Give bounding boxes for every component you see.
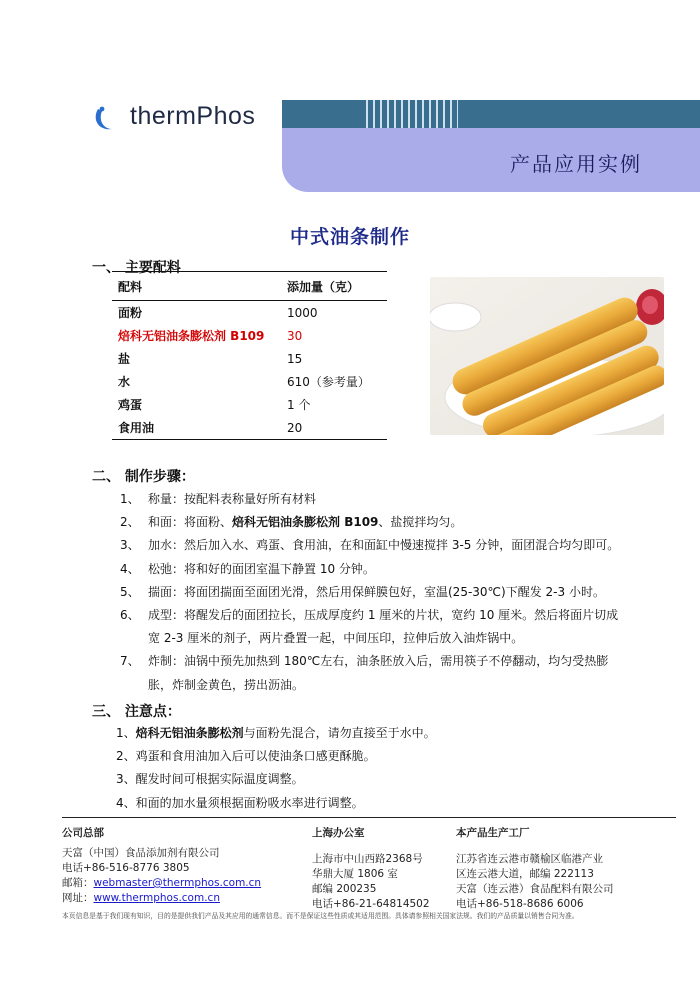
step-continuation: 胀，炸制金黄色，捞出沥油。 bbox=[148, 677, 305, 692]
brand-logo bbox=[92, 96, 255, 136]
shanghai-heading: 上海办公室 bbox=[312, 827, 365, 839]
hq-web-link[interactable]: www.thermphos.com.cn bbox=[93, 892, 220, 904]
notes-list bbox=[116, 722, 656, 815]
step-number: 4、 bbox=[120, 561, 140, 576]
note-text: 和面的加水量须根据面粉吸水率进行调整。 bbox=[135, 795, 364, 810]
hq-email-link[interactable]: webmaster@thermphos.com.cn bbox=[93, 877, 262, 889]
step-number: 2、 bbox=[120, 515, 140, 530]
note-product: 焙科无铝油条膨松剂 bbox=[135, 726, 244, 740]
note-text: 醒发时间可根据实际温度调整。 bbox=[135, 772, 304, 787]
note-number: 1、 bbox=[116, 726, 136, 740]
ingredient-amount: 1000 bbox=[287, 305, 318, 320]
brand-name: thermPhos bbox=[130, 101, 256, 130]
step-text bbox=[148, 511, 462, 534]
footer-shanghai bbox=[312, 826, 452, 912]
step-number: 5、 bbox=[120, 584, 140, 599]
ingredient-amount: 20 bbox=[287, 420, 303, 435]
step-number: 1、 bbox=[120, 492, 140, 506]
list-item bbox=[120, 534, 660, 557]
table-header-ingredient: 配料 bbox=[112, 272, 281, 301]
note-number: 4、 bbox=[116, 795, 136, 810]
step-text-pre: 和面：将面粉、 bbox=[148, 515, 233, 530]
table-row-highlight bbox=[112, 324, 387, 347]
list-item bbox=[120, 511, 660, 534]
list-item bbox=[116, 768, 656, 791]
factory-address: 江苏省连云港市赣榆区临港产业 bbox=[456, 853, 603, 865]
hq-email-label: 邮箱： bbox=[62, 877, 94, 889]
note-number: 2、 bbox=[116, 749, 136, 764]
header-band-top bbox=[282, 100, 700, 128]
shanghai-building: 华鼎大厦 1806 室 bbox=[312, 868, 398, 880]
hq-phone: 电话+86-516-8776 3805 bbox=[62, 862, 190, 874]
step-text: 揣面：将面团揣面至面团光滑，然后用保鲜膜包好，室温(25-30℃)下醒发 2-3 小时。 bbox=[148, 584, 605, 599]
step-text: 松弛：将和好的面团室温下静置 10 分钟。 bbox=[148, 561, 375, 576]
step-text-post: 、盐搅拌均匀。 bbox=[378, 515, 463, 530]
step-number: 3、 bbox=[120, 538, 140, 553]
step-text: 炸制：油锅中预先加热到 180℃左右，油条胚放入后，需用筷子不停翻动，均匀受热膨 bbox=[148, 654, 609, 669]
section-notes-heading: 三、 注意点： bbox=[92, 704, 181, 720]
youtiao-illustration bbox=[430, 277, 664, 435]
shanghai-phone: 电话+86-21-64814502 bbox=[312, 898, 430, 910]
list-item bbox=[120, 650, 660, 673]
step-text: 称量：按配料表称量好所有材料 bbox=[148, 492, 317, 506]
table-header-amount: 添加量（克） bbox=[281, 272, 387, 301]
youtiao-photo bbox=[430, 277, 664, 435]
table-row bbox=[112, 347, 387, 370]
document-title: 中式油条制作 bbox=[289, 226, 410, 248]
list-item bbox=[120, 581, 660, 604]
factory-phone: 电话+86-518-8686 6006 bbox=[456, 898, 584, 910]
logo-mark-icon bbox=[92, 99, 122, 133]
ingredient-name: 食用油 bbox=[118, 421, 155, 435]
footer-hq bbox=[62, 826, 292, 906]
table-row bbox=[112, 393, 387, 416]
ingredients-table bbox=[112, 271, 387, 440]
step-number: 6、 bbox=[120, 608, 140, 623]
ingredient-amount: 1 个 bbox=[287, 398, 311, 412]
hq-web-row bbox=[62, 891, 292, 906]
note-text: 与面粉先混合，请勿直接至于水中。 bbox=[243, 726, 436, 740]
note-text: 鸡蛋和食用油加入后可以使油条口感更酥脆。 bbox=[135, 749, 376, 764]
table-row bbox=[112, 416, 387, 440]
list-item bbox=[116, 792, 656, 815]
ingredient-amount: 15 bbox=[287, 351, 303, 366]
step-text-product: 焙科无铝油条膨松剂 B109 bbox=[232, 515, 379, 530]
list-item bbox=[116, 745, 656, 768]
footer-divider bbox=[62, 817, 676, 818]
footer-disclaimer: 本页信息是基于我们现有知识，目的是提供我们产品及其应用的通常信息。而不是保证这些性质或其适用范围。具体请参照相关国家法规。我们的产品质量以销售合同为准。 bbox=[62, 912, 579, 920]
table-row bbox=[112, 370, 387, 393]
band-title: 产品应用实例 bbox=[510, 152, 642, 176]
ingredient-amount: 30 bbox=[287, 328, 303, 343]
step-continuation: 宽 2-3 厘米的剂子，两片叠置一起，中间压印，拉伸后放入油炸锅中。 bbox=[148, 631, 524, 646]
footer-factory bbox=[456, 826, 676, 912]
list-item bbox=[116, 722, 656, 745]
hq-company: 天富（中国）食品添加剂有限公司 bbox=[62, 847, 220, 859]
ingredient-name: 焙科无铝油条膨松剂 B109 bbox=[118, 329, 265, 343]
table-row bbox=[112, 301, 387, 325]
ingredient-name: 盐 bbox=[118, 352, 131, 366]
shanghai-address: 上海市中山西路2368号 bbox=[312, 853, 423, 865]
note-number: 3、 bbox=[116, 772, 136, 787]
section-ingredients-heading: 一、 主要配料 bbox=[92, 260, 181, 276]
hq-heading: 公司总部 bbox=[62, 827, 104, 839]
list-item bbox=[120, 604, 660, 627]
section-steps-heading: 二、 制作步骤： bbox=[92, 469, 195, 485]
factory-heading: 本产品生产工厂 bbox=[456, 827, 530, 839]
shanghai-postcode: 邮编 200235 bbox=[312, 883, 377, 895]
list-item bbox=[120, 558, 660, 581]
step-number: 7、 bbox=[120, 654, 140, 669]
ingredient-name: 面粉 bbox=[118, 306, 143, 320]
table-header-row bbox=[112, 272, 387, 301]
hq-web-label: 网址： bbox=[62, 892, 94, 904]
factory-company: 天富（连云港）食品配料有限公司 bbox=[456, 883, 614, 895]
step-text: 成型：将醒发后的面团拉长，压成厚度约 1 厘米的片状，宽约 10 厘米。然后将面片切成 bbox=[148, 608, 619, 623]
ingredient-amount: 610（参考量） bbox=[287, 375, 370, 389]
header-stripes bbox=[366, 100, 458, 128]
header-band-bottom bbox=[282, 128, 700, 192]
factory-address-2: 区连云港大道，邮编 222113 bbox=[456, 868, 594, 880]
ingredient-name: 鸡蛋 bbox=[118, 398, 143, 412]
steps-list bbox=[120, 488, 660, 697]
ingredient-name: 水 bbox=[118, 375, 131, 389]
step-text: 加水：然后加入水、鸡蛋、食用油，在和面缸中慢速搅拌 3-5 分钟，面团混合均匀即可。 bbox=[148, 538, 620, 553]
hq-email-row bbox=[62, 876, 292, 891]
list-item bbox=[120, 488, 660, 511]
